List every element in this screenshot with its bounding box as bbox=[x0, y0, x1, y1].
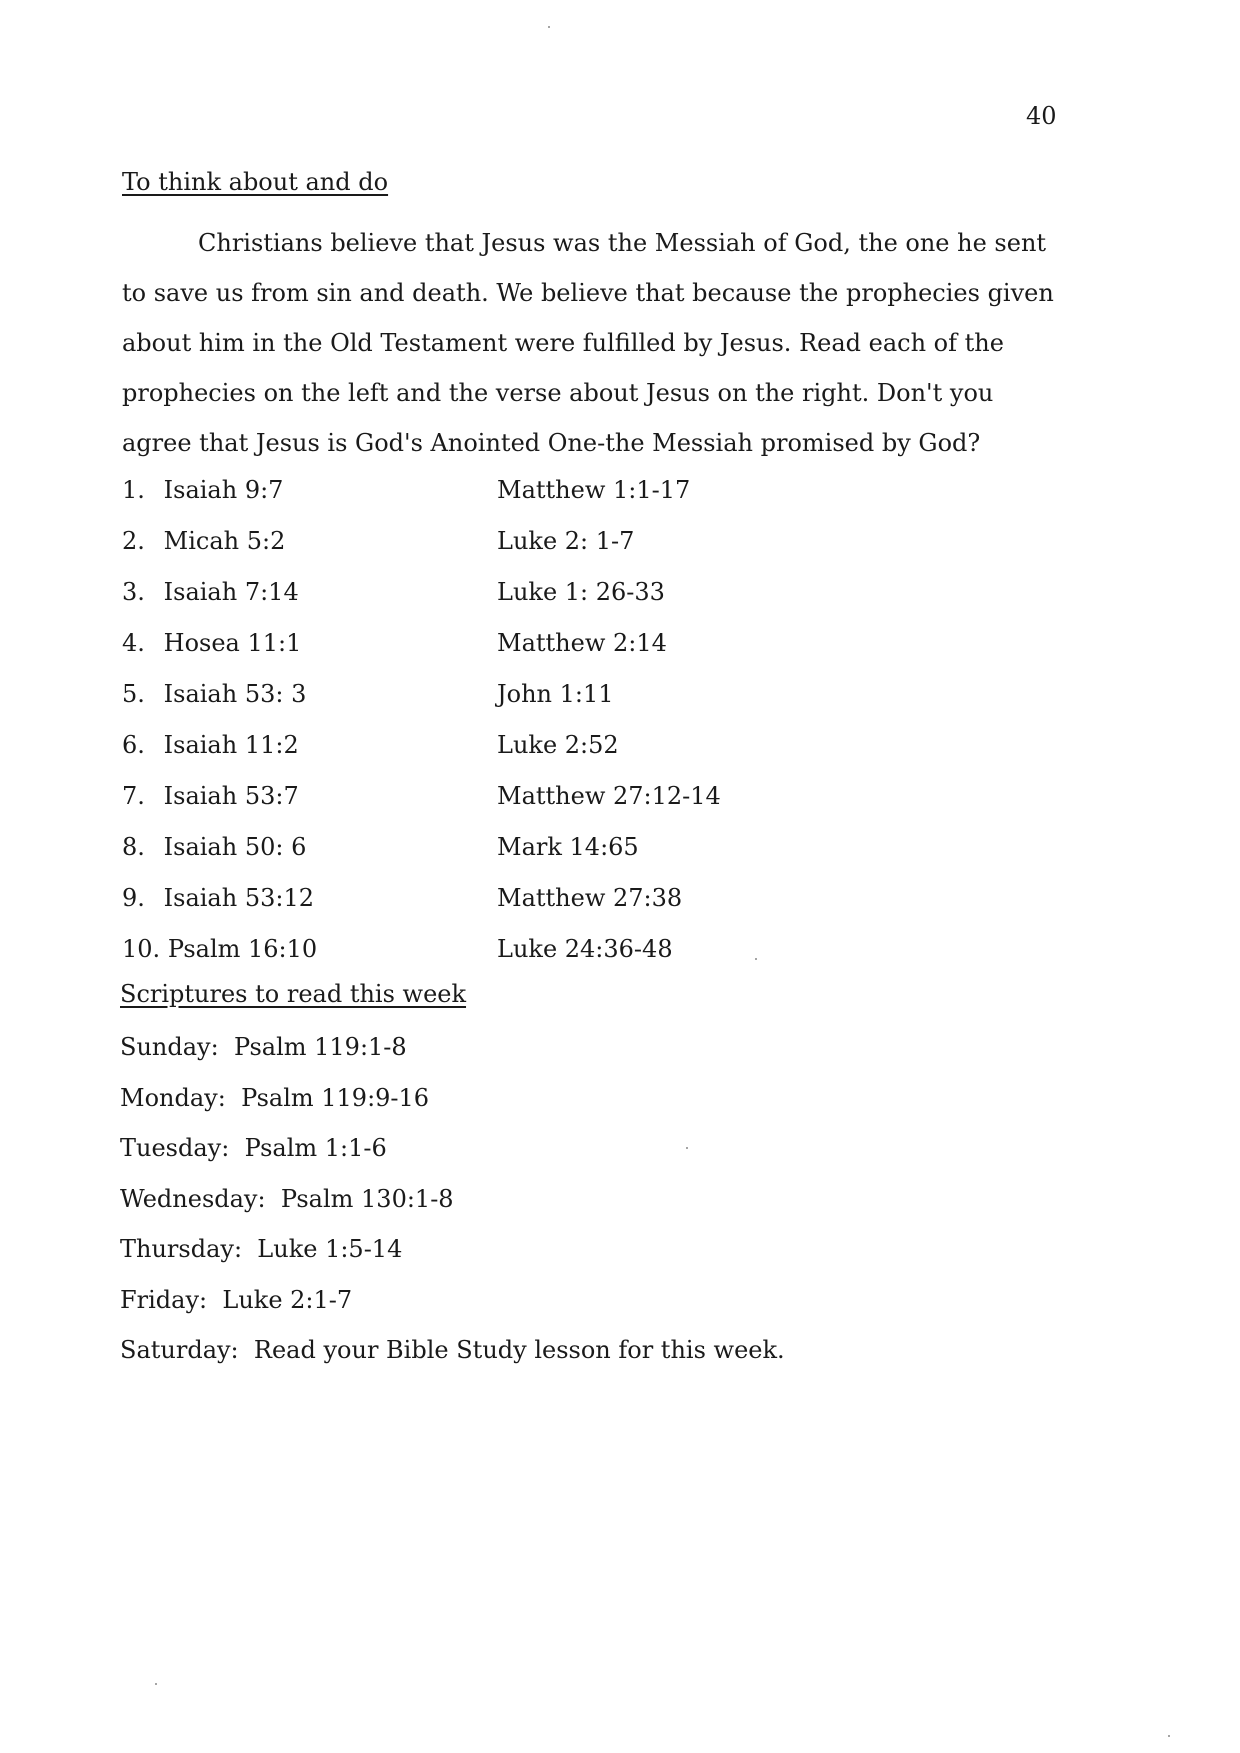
scan-speck bbox=[1168, 1735, 1170, 1737]
new-testament-reference: Matthew 2:14 bbox=[497, 629, 667, 657]
ot-verse: Isaiah 53:12 bbox=[163, 884, 314, 912]
prophecy-list bbox=[122, 465, 822, 975]
ot-verse: Isaiah 50: 6 bbox=[163, 833, 307, 861]
intro-line: agree that Jesus is God's Anointed One-the Messiah promised by God? bbox=[122, 429, 981, 457]
schedule-row bbox=[120, 1275, 1020, 1326]
old-testament-reference bbox=[122, 465, 283, 516]
item-number: 7. bbox=[122, 782, 145, 810]
item-number: 6. bbox=[122, 731, 145, 759]
ot-verse: Psalm 16:10 bbox=[167, 935, 318, 963]
old-testament-reference bbox=[122, 516, 285, 567]
new-testament-reference: Luke 1: 26-33 bbox=[497, 578, 665, 606]
scan-speck bbox=[686, 1147, 688, 1149]
prophecy-row bbox=[122, 924, 822, 975]
reading: Read your Bible Study lesson for this week. bbox=[253, 1336, 785, 1364]
item-number: 9. bbox=[122, 884, 145, 912]
new-testament-reference: Matthew 1:1-17 bbox=[497, 476, 691, 504]
prophecy-row bbox=[122, 465, 822, 516]
intro-line: about him in the Old Testament were fulfilled by Jesus. Read each of the bbox=[122, 329, 1004, 357]
schedule-row bbox=[120, 1073, 1020, 1124]
old-testament-reference bbox=[122, 822, 306, 873]
new-testament-reference: Luke 24:36-48 bbox=[497, 935, 673, 963]
schedule-row bbox=[120, 1022, 1020, 1073]
intro-line: to save us from sin and death. We believe that because the prophecies given bbox=[122, 279, 1054, 307]
schedule-row bbox=[120, 1224, 1020, 1275]
old-testament-reference bbox=[122, 924, 317, 975]
old-testament-reference bbox=[122, 771, 299, 822]
reading: Luke 1:5-14 bbox=[257, 1235, 403, 1263]
day-label: Friday: bbox=[120, 1285, 208, 1314]
day-label: Sunday: bbox=[120, 1033, 219, 1061]
old-testament-reference bbox=[122, 720, 299, 771]
prophecy-row bbox=[122, 618, 822, 669]
new-testament-reference: Mark 14:65 bbox=[497, 833, 639, 861]
ot-verse: Isaiah 9:7 bbox=[163, 476, 284, 504]
old-testament-reference bbox=[122, 618, 301, 669]
item-number: 5. bbox=[122, 680, 145, 708]
item-number: 1. bbox=[122, 476, 145, 504]
old-testament-reference bbox=[122, 873, 314, 924]
new-testament-reference: Matthew 27:38 bbox=[497, 884, 683, 912]
ot-verse: Isaiah 7:14 bbox=[163, 578, 299, 606]
intro-paragraph bbox=[122, 218, 1054, 468]
schedule-row bbox=[120, 1325, 1020, 1376]
prophecy-row bbox=[122, 669, 822, 720]
ot-verse: Micah 5:2 bbox=[163, 527, 286, 555]
scriptures-heading: Scriptures to read this week bbox=[120, 980, 467, 1008]
old-testament-reference bbox=[122, 567, 299, 618]
ot-verse: Hosea 11:1 bbox=[163, 629, 302, 657]
prophecy-row bbox=[122, 720, 822, 771]
old-testament-reference bbox=[122, 669, 306, 720]
prophecy-row bbox=[122, 822, 822, 873]
prophecy-row bbox=[122, 771, 822, 822]
prophecy-row bbox=[122, 567, 822, 618]
schedule-row bbox=[120, 1174, 1020, 1225]
day-label: Thursday: bbox=[120, 1235, 243, 1263]
reading: Luke 2:1-7 bbox=[222, 1285, 353, 1314]
item-number: 2. bbox=[122, 527, 145, 555]
ot-verse: Isaiah 53:7 bbox=[163, 782, 299, 810]
item-number: 8. bbox=[122, 833, 145, 861]
day-label: Tuesday: bbox=[120, 1134, 230, 1162]
prophecy-row bbox=[122, 516, 822, 567]
intro-line: prophecies on the left and the verse about Jesus on the right. Don't you bbox=[122, 379, 994, 407]
scan-speck bbox=[548, 26, 550, 28]
item-number: 4. bbox=[122, 629, 145, 657]
new-testament-reference: Matthew 27:12-14 bbox=[497, 782, 721, 810]
reading-schedule bbox=[120, 1022, 1020, 1376]
new-testament-reference: Luke 2: 1-7 bbox=[497, 527, 635, 555]
reading: Psalm 119:9-16 bbox=[241, 1083, 430, 1112]
item-number: 10. bbox=[122, 935, 161, 963]
prophecy-row bbox=[122, 873, 822, 924]
reading: Psalm 130:1-8 bbox=[280, 1184, 454, 1213]
day-label: Wednesday: bbox=[120, 1184, 266, 1213]
intro-line: Christians believe that Jesus was the Messiah of God, the one he sent bbox=[198, 229, 1047, 257]
ot-verse: Isaiah 53: 3 bbox=[163, 680, 307, 708]
day-label: Monday: bbox=[120, 1083, 226, 1112]
scan-speck bbox=[755, 958, 757, 960]
new-testament-reference: Luke 2:52 bbox=[497, 731, 619, 759]
section-heading: To think about and do bbox=[122, 168, 389, 196]
new-testament-reference: John 1:11 bbox=[497, 680, 614, 708]
ot-verse: Isaiah 11:2 bbox=[163, 731, 299, 759]
page-number: 40 bbox=[1026, 102, 1057, 130]
item-number: 3. bbox=[122, 578, 145, 606]
reading: Psalm 1:1-6 bbox=[244, 1134, 387, 1162]
day-label: Saturday: bbox=[120, 1336, 239, 1364]
scan-speck bbox=[155, 1683, 157, 1685]
schedule-row bbox=[120, 1123, 1020, 1174]
reading: Psalm 119:1-8 bbox=[233, 1033, 407, 1061]
